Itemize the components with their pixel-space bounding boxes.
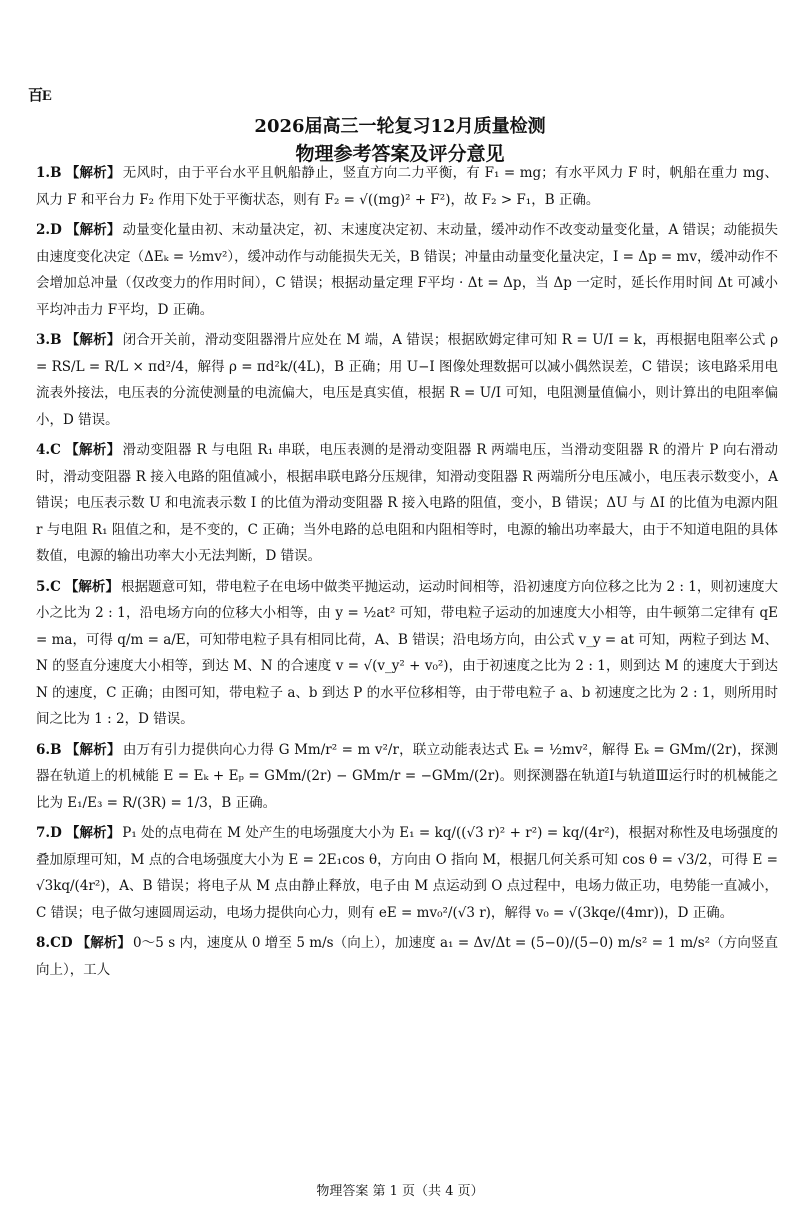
page-subtitle: 物理参考答案及评分意见 [295, 143, 505, 165]
answer-text: 0～5 s 内，速度从 0 增至 5 m/s（向上），加速度 a₁ = Δv/Δt = (5−0)/(5−0) m/s² = 1 m/s²（方向竖直向上），工人 [36, 935, 778, 978]
answer-text: 动量变化量由初、末动量决定，初、末速度决定初、末动量，缓冲动作不改变动量变化量，A 错误；动能损失由速度变化决定（ΔEₖ = ½mv²），缓冲动作与动能损失无关，B 错误；冲量由动量变化量决定，I = Δp = mv，缓冲动作不会增加总冲量（仅改变力的作用时间），C 错误；根据动量定理 F平均 · Δt = Δp，当 Δp 一定时，延长作用时间 Δt 可减小平均冲击力 F平均，D 正确。 [36, 222, 779, 318]
answer-list [36, 160, 778, 987]
answer-text: 由万有引力提供向心力得 G Mm/r² = m v²/r，联立动能表达式 Eₖ = ½mv²，解得 Eₖ = GMm/(2r)，探测器在轨道上的机械能 E = Eₖ + Eₚ = GMm/(2r) − GMm/r = −GMm/(2r)。则探测器在轨道Ⅰ与轨道Ⅲ运行时的机械能之比为 E₁/E₃ = R/(3R) = 1/3，B 正确。 [36, 741, 779, 811]
answer-number: 1.B [36, 165, 62, 181]
publisher-logo: 百E [28, 88, 52, 104]
answer-item [36, 930, 778, 983]
analysis-tag: 【解析】 [64, 442, 121, 458]
answer-text: P₁ 处的点电荷在 M 处产生的电场强度大小为 E₁ = kq/((√3 r)² + r²) = kq/(4r²)，根据对称性及电场强度的叠加原理可知，M 点的合电场强度大小为 E = 2E₁cos θ，方向由 O 指向 M，根据几何关系可知 cos θ = √3/2，可得 E = √3kq/(4r²)，A、B 错误；将电子从 M 点由静止释放，电子由 M 点运动到 O 点过程中，电场力做正功，电势能一直减小，C 错误；电子做匀速圆周运动，电场力提供向心力，则有 eE = mv₀²/(√3 r)，解得 v₀ = √(3kqe/(4mr))，D 正确。 [36, 825, 779, 921]
answer-item [36, 737, 778, 817]
answer-item [36, 217, 778, 323]
answer-item [36, 437, 778, 570]
page-footer: 物理答案 第 1 页（共 4 页） [316, 1184, 484, 1199]
analysis-tag: 【解析】 [65, 222, 121, 238]
answer-item [36, 160, 778, 213]
analysis-tag: 【解析】 [65, 741, 121, 758]
answer-number: 5.C [36, 578, 61, 595]
answer-number: 2.D [36, 222, 62, 238]
page-title: 2026届高三一轮复习12月质量检测 [254, 116, 546, 137]
answer-text: 闭合开关前，滑动变阻器滑片应处在 M 端，A 错误；根据欧姆定律可知 R = U/I = k，再根据电阻率公式 ρ = RS/L = R/L × πd²/4，解得 ρ = πd²k/(4L)，B 正确；用 U−I 图像处理数据可以减小偶然误差，C 错误；该电路采用电流表外接法，电压表的分流使测量的电流偏大，电压是真实值，根据 R = U/I 可知，电阻测量值偏小，则计算出的电阻率偏小，D 错误。 [36, 332, 779, 428]
analysis-tag: 【解析】 [65, 825, 121, 841]
answer-text: 无风时，由于平台水平且帆船静止，竖直方向二力平衡，有 F₁ = mg；有水平风力 F 时，帆船在重力 mg、风力 F 和平台力 F₂ 作用下处于平衡状态，则有 F₂ = √((mg)² + F²)，故 F₂ > F₁，B 正确。 [36, 165, 778, 208]
answer-number: 7.D [36, 825, 62, 841]
answer-number: 4.C [36, 442, 61, 458]
analysis-tag: 【解析】 [65, 165, 121, 181]
answer-item [36, 327, 778, 433]
answer-text: 滑动变阻器 R 与电阻 R₁ 串联，电压表测的是滑动变阻器 R 两端电压，当滑动变阻器 R 的滑片 P 向右滑动时，滑动变阻器 R 接入电路的阻值减小，根据串联电路分压规律，知滑动变阻器 R 两端所分电压减小，电压表示数变小，A 错误；电压表示数 U 和电流表示数 I 的比值为滑动变阻器 R 接入电路的阻值，变小，B 错误；ΔU 与 ΔI 的比值为电源内阻 r 与电阻 R₁ 阻值之和，是不变的，C 正确；当外电路的总电阻和内阻相等时，电源的输出功率最大，由于不知道电阻的具体数值，电源的输出功率大小无法判断，D 错误。 [36, 442, 779, 564]
analysis-tag: 【解析】 [64, 578, 119, 595]
answer-item [36, 820, 778, 926]
answer-number: 3.B [36, 332, 62, 348]
answer-number: 8.CD [36, 935, 73, 951]
answer-text: 根据题意可知，带电粒子在电场中做类平抛运动，运动时间相等，沿初速度方向位移之比为 2 : 1，则初速度大小之比为 2 : 1，沿电场方向的位移大小相等，由 y = ½at² 可知，带电粒子运动的加速度大小相等，由牛顿第二定律有 qE = ma，可得 q/m = a/E，可知带电粒子具有相同比荷，A、B 错误；沿电场方向，由公式 v_y = at 可知，两粒子到达 M、N 的竖直分速度大小相等，到达 M、N 的合速度 v = √(v_y² + v₀²)，由于初速度之比为 2 : 1，则到达 M 的速度大于到达 N 的速度，C 正确；由图可知，带电粒子 a、b 到达 P 的水平位移相等，由于带电粒子 a、b 初速度之比为 2 : 1，则所用时间之比为 1 : 2，D 错误。 [36, 578, 779, 727]
answer-number: 6.B [36, 741, 62, 758]
analysis-tag: 【解析】 [76, 935, 131, 951]
analysis-tag: 【解析】 [65, 332, 121, 348]
answer-item [36, 574, 778, 733]
